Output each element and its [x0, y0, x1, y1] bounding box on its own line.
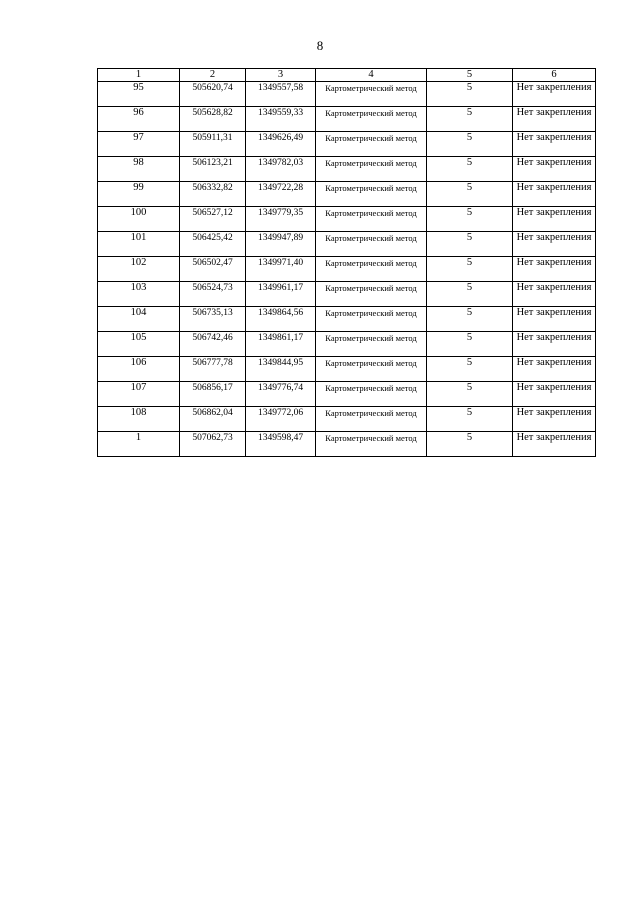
coordinate-x-cell: 506777,78: [180, 357, 246, 382]
point-number-cell: 97: [98, 132, 180, 157]
coordinate-y-cell: 1349961,17: [246, 282, 316, 307]
table-row: [98, 157, 596, 182]
point-number-cell: 101: [98, 232, 180, 257]
fixing-cell: Нет закрепления: [513, 357, 596, 382]
coordinate-x-cell: 506425,42: [180, 232, 246, 257]
coordinate-x-cell: 506527,12: [180, 207, 246, 232]
accuracy-cell: 5: [427, 332, 513, 357]
table-row: [98, 357, 596, 382]
coordinate-y-cell: 1349864,56: [246, 307, 316, 332]
method-cell: Картометрический метод: [316, 107, 427, 132]
accuracy-cell: 5: [427, 157, 513, 182]
page-number: 8: [316, 38, 324, 53]
method-cell: Картометрический метод: [316, 307, 427, 332]
table-body: [98, 82, 596, 457]
fixing-cell: Нет закрепления: [513, 157, 596, 182]
accuracy-cell: 5: [427, 82, 513, 107]
table-row: [98, 407, 596, 432]
point-number-cell: 103: [98, 282, 180, 307]
table-row: [98, 307, 596, 332]
coordinate-x-cell: 507062,73: [180, 432, 246, 457]
fixing-cell: Нет закрепления: [513, 332, 596, 357]
coordinate-y-cell: 1349557,58: [246, 82, 316, 107]
accuracy-cell: 5: [427, 307, 513, 332]
coordinate-y-cell: 1349559,33: [246, 107, 316, 132]
coordinate-x-cell: 506742,46: [180, 332, 246, 357]
coordinate-x-cell: 506735,13: [180, 307, 246, 332]
table-row: [98, 432, 596, 457]
table-row: [98, 182, 596, 207]
accuracy-cell: 5: [427, 407, 513, 432]
coordinate-x-cell: 506856,17: [180, 382, 246, 407]
fixing-cell: Нет закрепления: [513, 257, 596, 282]
coordinate-y-cell: 1349779,35: [246, 207, 316, 232]
coordinate-x-cell: 505620,74: [180, 82, 246, 107]
method-cell: Картометрический метод: [316, 157, 427, 182]
method-cell: Картометрический метод: [316, 382, 427, 407]
point-number-cell: 96: [98, 107, 180, 132]
coordinate-y-cell: 1349598,47: [246, 432, 316, 457]
accuracy-cell: 5: [427, 207, 513, 232]
coordinate-x-cell: 506862,04: [180, 407, 246, 432]
point-number-cell: 106: [98, 357, 180, 382]
point-number-cell: 95: [98, 82, 180, 107]
table-row: [98, 207, 596, 232]
point-number-cell: 108: [98, 407, 180, 432]
table-row: [98, 232, 596, 257]
fixing-cell: Нет закрепления: [513, 282, 596, 307]
point-number-cell: 100: [98, 207, 180, 232]
accuracy-cell: 5: [427, 382, 513, 407]
fixing-cell: Нет закрепления: [513, 107, 596, 132]
table-row: [98, 82, 596, 107]
coordinate-y-cell: 1349782,03: [246, 157, 316, 182]
point-number-cell: 98: [98, 157, 180, 182]
fixing-cell: Нет закрепления: [513, 432, 596, 457]
method-cell: Картометрический метод: [316, 82, 427, 107]
coordinate-x-cell: 506123,21: [180, 157, 246, 182]
point-number-cell: 99: [98, 182, 180, 207]
coordinate-y-cell: 1349861,17: [246, 332, 316, 357]
coordinates-table: [97, 68, 596, 457]
method-cell: Картометрический метод: [316, 257, 427, 282]
fixing-cell: Нет закрепления: [513, 82, 596, 107]
coordinate-x-cell: 506332,82: [180, 182, 246, 207]
fixing-cell: Нет закрепления: [513, 382, 596, 407]
coordinate-x-cell: 505628,82: [180, 107, 246, 132]
accuracy-cell: 5: [427, 282, 513, 307]
column-header: 5: [427, 69, 513, 82]
accuracy-cell: 5: [427, 132, 513, 157]
fixing-cell: Нет закрепления: [513, 182, 596, 207]
accuracy-cell: 5: [427, 432, 513, 457]
method-cell: Картометрический метод: [316, 432, 427, 457]
fixing-cell: Нет закрепления: [513, 132, 596, 157]
column-header: 6: [513, 69, 596, 82]
coordinate-y-cell: 1349772,06: [246, 407, 316, 432]
point-number-cell: 1: [98, 432, 180, 457]
column-header: 4: [316, 69, 427, 82]
coordinate-y-cell: 1349844,95: [246, 357, 316, 382]
fixing-cell: Нет закрепления: [513, 307, 596, 332]
coordinate-x-cell: 505911,31: [180, 132, 246, 157]
method-cell: Картометрический метод: [316, 332, 427, 357]
method-cell: Картометрический метод: [316, 182, 427, 207]
table-row: [98, 107, 596, 132]
coordinate-y-cell: 1349947,89: [246, 232, 316, 257]
method-cell: Картометрический метод: [316, 132, 427, 157]
coordinate-x-cell: 506524,73: [180, 282, 246, 307]
column-header: 2: [180, 69, 246, 82]
accuracy-cell: 5: [427, 257, 513, 282]
method-cell: Картометрический метод: [316, 282, 427, 307]
table-header-row: [98, 69, 596, 82]
accuracy-cell: 5: [427, 107, 513, 132]
method-cell: Картометрический метод: [316, 232, 427, 257]
coordinate-y-cell: 1349626,49: [246, 132, 316, 157]
method-cell: Картометрический метод: [316, 357, 427, 382]
fixing-cell: Нет закрепления: [513, 232, 596, 257]
method-cell: Картометрический метод: [316, 207, 427, 232]
point-number-cell: 102: [98, 257, 180, 282]
point-number-cell: 104: [98, 307, 180, 332]
coordinate-y-cell: 1349722,28: [246, 182, 316, 207]
coordinate-y-cell: 1349971,40: [246, 257, 316, 282]
accuracy-cell: 5: [427, 232, 513, 257]
table-row: [98, 132, 596, 157]
table-row: [98, 382, 596, 407]
fixing-cell: Нет закрепления: [513, 207, 596, 232]
column-header: 3: [246, 69, 316, 82]
method-cell: Картометрический метод: [316, 407, 427, 432]
coordinate-x-cell: 506502,47: [180, 257, 246, 282]
accuracy-cell: 5: [427, 182, 513, 207]
coordinate-y-cell: 1349776,74: [246, 382, 316, 407]
fixing-cell: Нет закрепления: [513, 407, 596, 432]
column-header: 1: [98, 69, 180, 82]
table-row: [98, 257, 596, 282]
accuracy-cell: 5: [427, 357, 513, 382]
point-number-cell: 105: [98, 332, 180, 357]
table-row: [98, 282, 596, 307]
point-number-cell: 107: [98, 382, 180, 407]
table-row: [98, 332, 596, 357]
